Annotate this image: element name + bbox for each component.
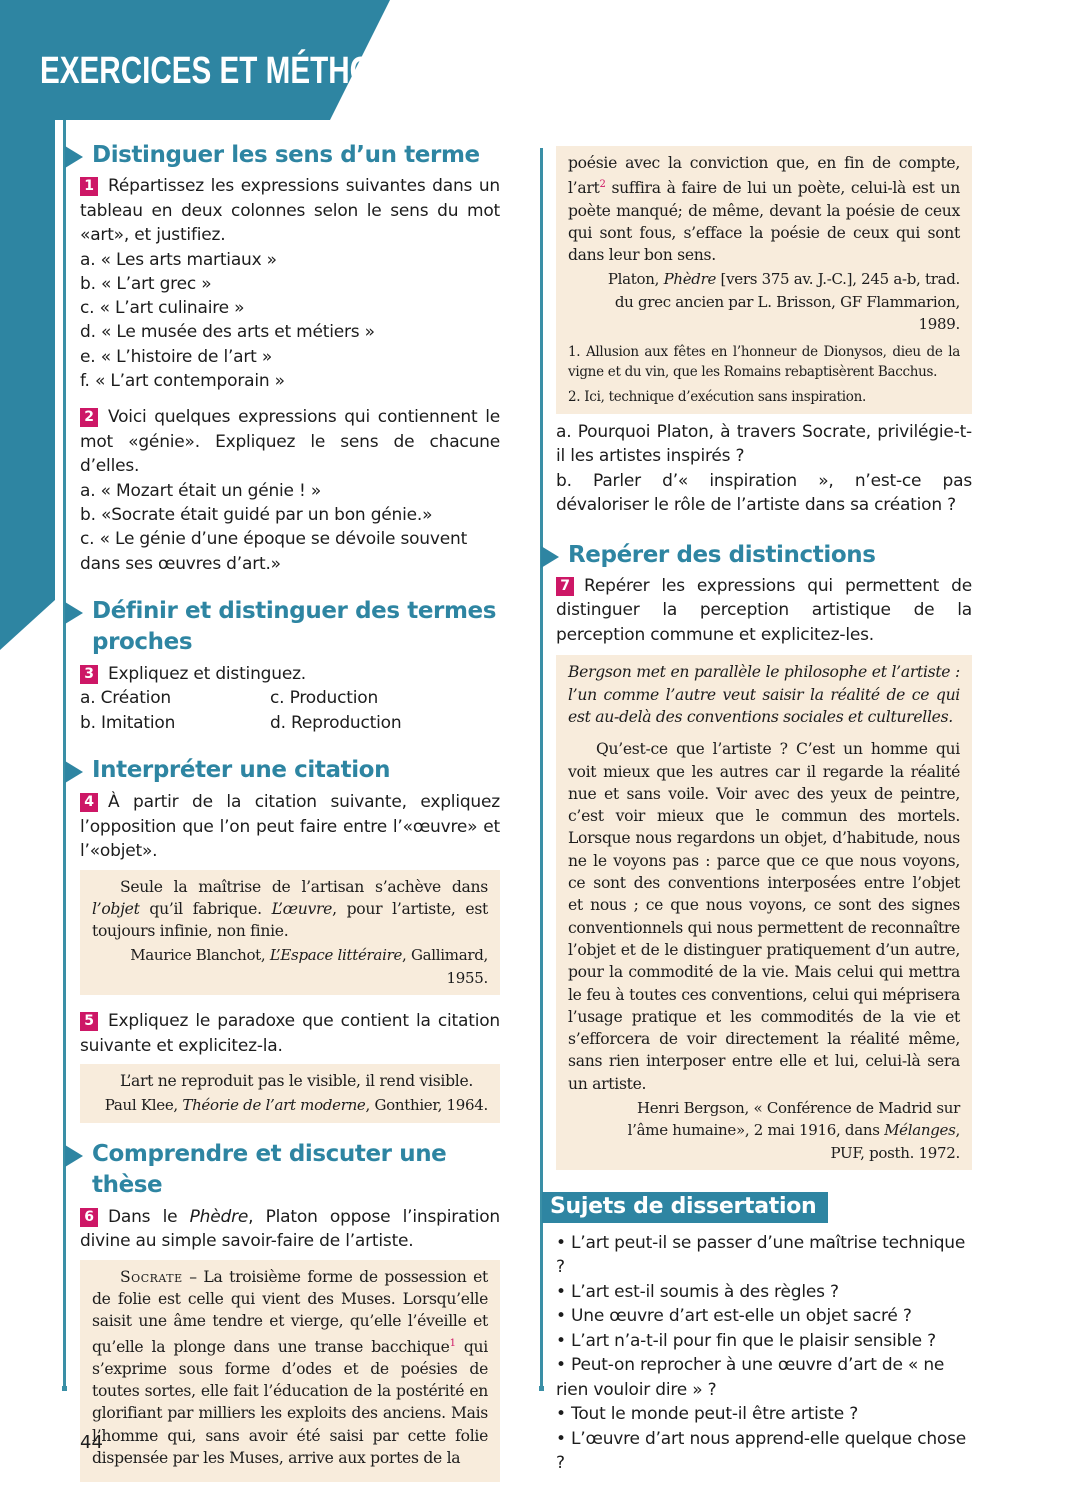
- section-arrow-icon: [65, 146, 83, 168]
- section-arrow-icon: [65, 761, 83, 783]
- exercise-6: 6 Dans le Phèdre, Platon oppose l’inspiration divine au simple savoir-faire de l’artiste.: [80, 1206, 501, 1252]
- exercise-7: 7 Repérer les expressions qui permettent de distinguer la perception artistique de la perception commune et explicitez-les.: [556, 575, 972, 645]
- subjects-list: [556, 1231, 972, 1476]
- exercise-number: 7: [556, 577, 574, 596]
- speaker-name: Socrate: [120, 1267, 183, 1286]
- exercise-5: 5 Expliquez le paradoxe que contient la citation suivante et explicitez-la.: [80, 1011, 500, 1056]
- exercise-number: 3: [80, 665, 98, 684]
- quote-bergson: [556, 655, 972, 1170]
- exercise-3-terms: [80, 686, 500, 735]
- list-item: e. « L’histoire de l’art »: [80, 346, 273, 367]
- quote-source: Henri Bergson, « Conférence de Madrid sur l’âme humaine», 2 mai 1916, dans Mélanges, PUF, posth. 1972.: [627, 1099, 960, 1162]
- footnote-1: 1. Allusion aux fêtes en l’honneur de Dionysos, dieu de la vigne et du vin, que les Romains rebaptisèrent Bacchus.: [568, 344, 960, 380]
- list-item: a. « Mozart était un génie ! »: [80, 480, 322, 501]
- list-item: • Tout le monde peut-il être artiste ?: [556, 1404, 859, 1425]
- list-item: f. « L’art contemporain »: [80, 370, 285, 391]
- footnote-2: 2. Ici, technique d’exécution sans inspiration.: [568, 389, 866, 406]
- exercise-4: 4 À partir de la citation suivante, expliquez l’opposition que l’on peut faire entre l’«œuvre» et l’«objet».: [80, 792, 500, 862]
- list-item: • L’art est-il soumis à des règles ?: [556, 1281, 839, 1302]
- exercise-number: 1: [80, 177, 98, 196]
- list-item: • Une œuvre d’art est-elle un objet sacré ?: [556, 1306, 912, 1327]
- right-column: [550, 146, 972, 1476]
- exercise-1: 1 Répartissez les expressions suivantes dans un tableau en deux colonnes selon le sens du mot «art», et justifiez.: [80, 176, 500, 245]
- list-item: • L’art n’a-t-il pour fin que le plaisir sensible ?: [556, 1330, 936, 1351]
- exercise-number: 2: [80, 408, 98, 427]
- quote-source: Platon, Phèdre [vers 375 av. J.-C.], 245 a-b, trad. du grec ancien par L. Brisson, GF Flammarion, 1989.: [607, 270, 960, 334]
- page-number: 44: [80, 1432, 103, 1453]
- list-item: b. «Socrate était guidé par un bon génie.»: [80, 505, 433, 526]
- section-arrow-icon: [65, 1145, 83, 1167]
- section-title-distinguer: Distinguer les sens d’un terme: [80, 140, 500, 171]
- list-item: d. Reproduction: [270, 712, 402, 733]
- list-item: • L’œuvre d’art nous apprend-elle quelque chose ?: [556, 1428, 967, 1474]
- quote-phedre-continued: poésie avec la conviction que, en fin de compte, l’art$^2$ suffira à faire de lui un poète, celui-là est un poète manqué; de même, devant la poésie de ceux qui sont fous, s’efface la poésie de ceux qui sont dans leur bon sens. Platon, Phèdre [vers 375 av. J.-C.], 245 a-b, trad. du grec ancien par L. Brisson, GF Flammarion, 1989. 1. Allusion aux fêtes en l’honneur de Dionysos, dieu de la vigne et du vin, que les Romains rebaptisèrent Bacchus. 2. Ici, technique d’exécution sans inspiration.: [556, 146, 972, 414]
- quote-klee: L’art ne reproduit pas le visible, il rend visible. Paul Klee, Théorie de l’art moderne, Gonthier, 1964.: [80, 1064, 500, 1123]
- subjects-title: Sujets de dissertation: [542, 1192, 828, 1223]
- section-arrow-icon: [65, 602, 83, 624]
- list-item: • Peut-on reprocher à une œuvre d’art de « ne rien vouloir dire » ?: [556, 1355, 945, 1400]
- exercise-number: 4: [80, 793, 98, 812]
- exercise-1-list: [80, 248, 500, 394]
- question-b: b. Parler d’« inspiration », n’est-ce pas dévaloriser le rôle de l’artiste dans sa création ?: [556, 470, 972, 516]
- list-item: b. Imitation: [80, 712, 176, 733]
- list-item: a. Création: [80, 688, 171, 709]
- list-item: b. « L’art grec »: [80, 273, 212, 294]
- left-rule-end-dot: [62, 1386, 67, 1391]
- page-title: EXERCICES ET MÉTHODES: [40, 50, 434, 92]
- section-title-definir: Définir et distinguer des termes proches: [80, 596, 500, 658]
- quote-blanchot: Seule la maîtrise de l’artisan s’achève dans l’objet qu’il fabrique. L’œuvre, pour l’artiste, est toujours infinie, non finie. Maurice Blanchot, L’Espace littéraire, Gallimard, 1955.: [80, 870, 500, 995]
- quote-body: Qu’est-ce que l’artiste ? C’est un homme qui voit mieux que les autres car il regarde la réalité nue et sans voile. Voir avec des yeux de peintre, c’est voir mieux que le commun des mortels. Lorsque nous regardons un objet, d’habitude, nous ne le voyons pas : parce que ce que nous voyons, ce sont des conventions interposées entre l’objet et nous ; ce que nous voyons, ce sont des signes conventionnels qui nous permettent de reconnaître l’objet et de le distinguer pratiquement d’un autre, pour la commodité de la vie. Mais celui qui mettra le feu à toutes ces conventions, celui qui méprisera l’usage pratique et les commodités de la vie et s’efforcera de voir directement la réalité même, sans rien interposer entre elle et lui, celui-là sera un artiste.: [568, 740, 960, 1093]
- question-a: a. Pourquoi Platon, à travers Socrate, privilégie-t-il les artistes inspirés ?: [556, 421, 972, 467]
- list-item: c. « L’art culinaire »: [80, 298, 245, 319]
- section-arrow-icon: [541, 546, 559, 568]
- list-item: • L’art peut-il se passer d’une maîtrise technique ?: [556, 1232, 966, 1278]
- section-title-interpreter: Interpréter une citation: [80, 755, 500, 786]
- exercise-2: 2 Voici quelques expressions qui contiennent le mot «génie». Expliquez le sens de chacune d’elles.: [80, 407, 500, 477]
- exercise-2-list: [80, 479, 500, 576]
- list-item: c. Production: [270, 688, 379, 709]
- left-column: [80, 140, 500, 1482]
- quote-source: Maurice Blanchot, L’Espace littéraire, Gallimard, 1955.: [130, 946, 488, 987]
- left-column-rule: [63, 120, 66, 1390]
- section-title-comprendre: Comprendre et discuter une thèse: [80, 1139, 500, 1201]
- list-item: c. « Le génie d’une époque se dévoile souvent dans ses œuvres d’art.»: [80, 529, 468, 574]
- exercise-3: 3 Expliquez et distinguez.: [80, 662, 500, 687]
- quote-phedre: Socrate – La troisième forme de possession et de folie est celle qui vient des Muses. Lorsqu’elle saisit une âme tendre et vierge, qu’elle l’éveille et qu’elle la plonge dans une transe bacchique$^1$ qui s’exprime sous forme d’odes et de poésies de toutes sortes, elle fait l’éducation de la postérité en glorifiant par milliers les exploits des anciens. Mais l’homme qui, sans avoir été saisi par cette folie dispensée par les Muses, arrive aux portes de la: [80, 1260, 500, 1482]
- exercise-number: 6: [80, 1208, 98, 1227]
- quote-source: Paul Klee, Théorie de l’art moderne, Gonthier, 1964.: [104, 1096, 488, 1115]
- section-title-reperer: Repérer des distinctions: [556, 540, 972, 571]
- exercise-number: 5: [80, 1012, 98, 1031]
- list-item: a. « Les arts martiaux »: [80, 249, 277, 270]
- footnote-ref: 2: [599, 179, 606, 191]
- footnote-ref: 1: [449, 1337, 456, 1349]
- list-item: d. « Le musée des arts et métiers »: [80, 322, 375, 343]
- quote-intro: Bergson met en parallèle le philosophe et l’artiste : l’un comme l’autre veut saisir la réalité de ce qui est au-delà des conventions sociales et culturelles.: [568, 663, 960, 726]
- subjects-header: [542, 1192, 972, 1223]
- right-rule-end-dot: [539, 1386, 544, 1391]
